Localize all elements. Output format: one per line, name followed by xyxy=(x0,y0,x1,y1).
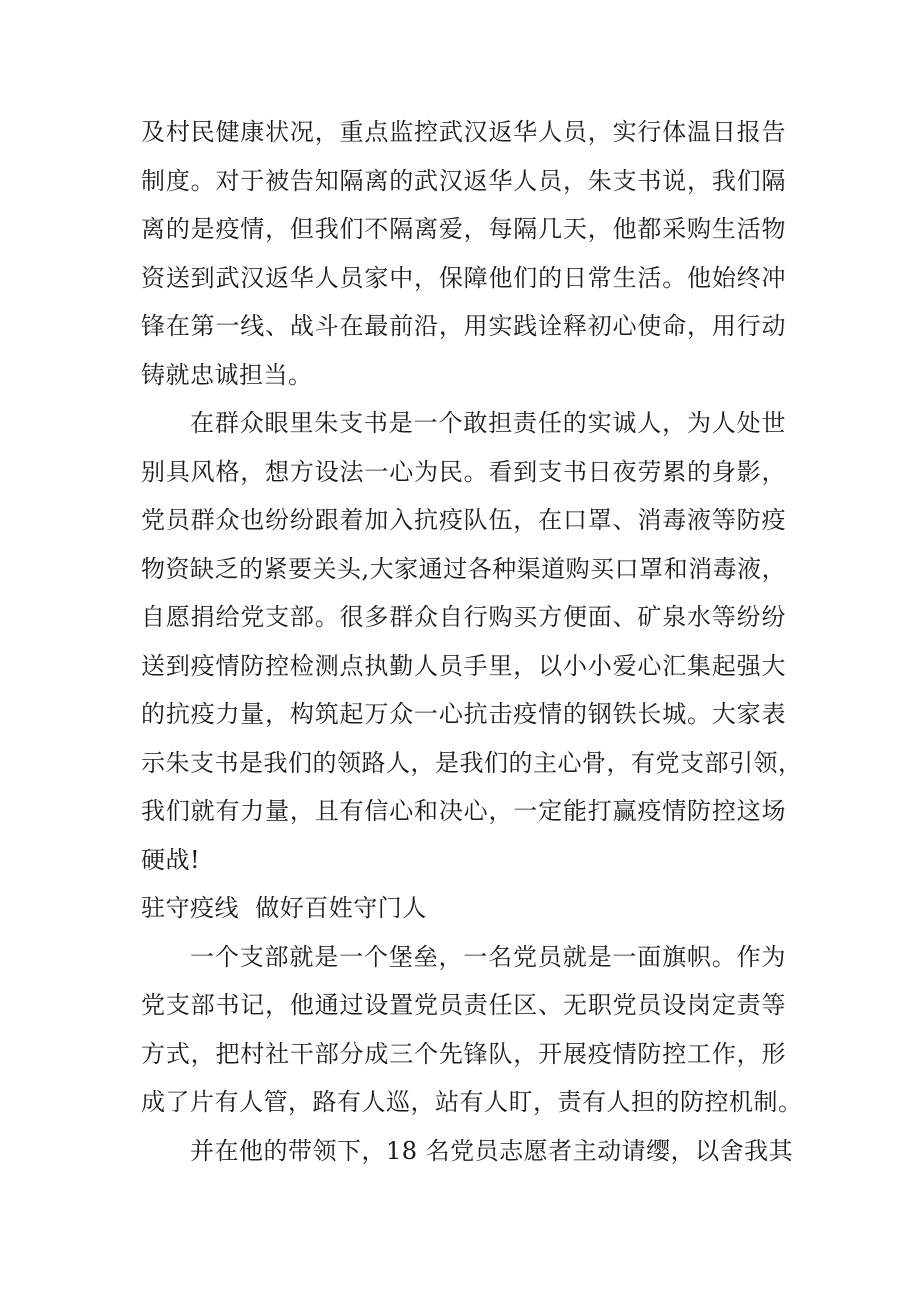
text-line: 示朱支书是我们的领路人，是我们的主心骨，有党支部引领， xyxy=(141,748,803,777)
text-line: 别具风格，想方设法一心为民。看到支书日夜劳累的身影， xyxy=(141,457,786,486)
text-line: 一个支部就是一个堡垒，一名党员就是一面旗帜。作为 xyxy=(190,942,786,971)
paragraph xyxy=(141,1127,794,1176)
text-line: 党员群众也纷纷跟着加入抗疫队伍，在口罩、消毒液等防疫 xyxy=(141,506,786,534)
text-line: 硬战! xyxy=(141,845,201,874)
text-line: 成了片有人管，路有人巡，站有人盯，责有人担的防控机制。 xyxy=(141,1088,803,1116)
section-heading-text: 驻守疫线 做好百姓守门人 xyxy=(141,894,427,922)
text-line: 制度。对于被告知隔离的武汉返华人员，朱支书说，我们隔 xyxy=(141,166,786,195)
paragraph xyxy=(141,399,803,884)
text-line: 在群众眼里朱支书是一个敢担责任的实诚人，为人处世 xyxy=(190,409,786,437)
text-line: 离的是疫情，但我们不隔离爱，每隔几天，他都采购生活物 xyxy=(141,215,786,243)
text-line: 资送到武汉返华人员家中，保障他们的日常生活。他始终冲 xyxy=(141,263,786,292)
text-line: 我们就有力量，且有信心和决心，一定能打赢疫情防控这场 xyxy=(141,797,786,825)
document-body xyxy=(141,108,803,1175)
text-line: 物资缺乏的紧要关头,大家通过各种渠道购买口罩和消毒液， xyxy=(141,554,787,583)
text-line: 锋在第一线、战斗在最前沿，用实践诠释初心使命，用行动 xyxy=(141,312,786,340)
paragraph xyxy=(141,108,786,399)
text-line: 的抗疫力量，构筑起万众一心抗击疫情的钢铁长城。大家表 xyxy=(141,700,786,728)
text-line: 并在他的带领下，18 名党员志愿者主动请缨，以舍我其 xyxy=(190,1136,794,1165)
text-line: 铸就忠诚担当。 xyxy=(141,360,313,389)
text-line: 党支部书记，他通过设置党员责任区、无职党员设岗定责等 xyxy=(141,991,786,1019)
text-line: 及村民健康状况，重点监控武汉返华人员，实行体温日报告 xyxy=(141,118,786,146)
text-line: 方式，把村社干部分成三个先锋队，开展疫情防控工作，形 xyxy=(141,1039,786,1068)
section-heading xyxy=(141,884,786,933)
text-line: 送到疫情防控检测点执勤人员手里，以小小爱心汇集起强大 xyxy=(141,651,786,680)
paragraph xyxy=(141,933,803,1127)
text-line: 自愿捐给党支部。很多群众自行购买方便面、矿泉水等纷纷 xyxy=(141,603,786,631)
